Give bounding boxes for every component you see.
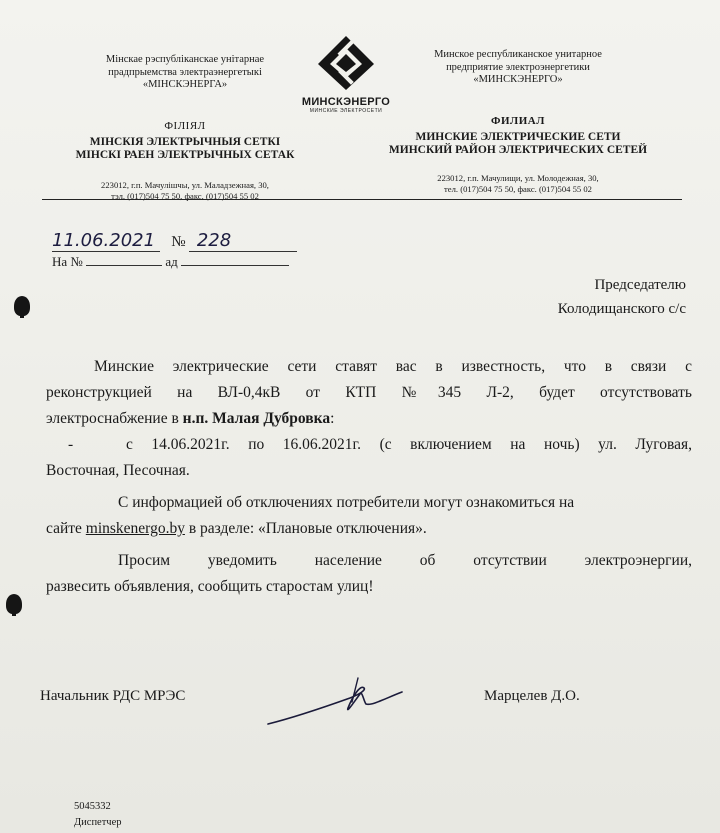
logo-name: МИНСКЭНЕРГО	[301, 96, 391, 108]
na-blank	[86, 265, 162, 266]
bullet-dash: -	[68, 436, 74, 453]
website-link[interactable]: minskenergo.by	[85, 520, 185, 537]
address: 223012, г.п. Мачулищи, ул. Молодежная, 30, тел. (017)504 75 50, факс. (017)504 55 02	[437, 173, 599, 194]
settlement-name: н.п. Малая Дубровка	[182, 410, 331, 427]
letter-number: 228	[189, 230, 297, 252]
logo-subtitle: МИНСКИЕ ЭЛЕКТРОСЕТИ	[309, 108, 383, 114]
org-name: Минское республиканское унитарное предприятие электроэнергетики «МИНСКЭНЕРГО»	[434, 49, 602, 85]
body-line: развесить объявления, сообщить старостам улиц!	[46, 578, 374, 595]
body-line: Восточная, Песочная.	[46, 462, 190, 479]
network-name: МІНСКІЯ ЭЛЕКТРЫЧНЫЯ СЕТКІ МІНСКІ РАЕН ЭЛЕКТРЫЧНЫХ СЕТАК	[75, 136, 295, 161]
addressee: Председателю Колодищанского с/с	[557, 277, 686, 317]
body-line: Минские электрические сети ставят вас в известность, что в связи с	[94, 358, 692, 375]
body-line: электроснабжение в н.п. Малая Дубровка:	[46, 410, 335, 427]
header-left	[60, 54, 310, 202]
body-line: реконструкцией на ВЛ-0,4кВ от КТП №345 Л-2, будет отсутствовать	[46, 384, 692, 401]
na-label: На №	[52, 254, 83, 269]
branch-label: ФИЛИАЛ	[491, 114, 545, 127]
header-divider	[42, 199, 682, 200]
letter-body	[46, 354, 692, 600]
ad-label: ад	[165, 254, 178, 269]
body-line: - с 14.06.2021г. по 16.06.2021г. (с включением на ночь) ул. Луговая,	[46, 432, 692, 458]
network-name: МИНСКИЕ ЭЛЕКТРИЧЕСКИЕ СЕТИ МИНСКИЙ РАЙОН ЭЛЕКТРИЧЕСКИХ СЕТЕЙ	[388, 131, 648, 156]
header-right	[378, 49, 658, 195]
signer-name: Марцелев Д.О.	[484, 688, 580, 704]
body-line: Просим уведомить население об отсутствии электроэнергии,	[118, 552, 692, 569]
handwritten-signature	[262, 672, 412, 732]
body-line: С информацией об отключениях потребители могут ознакомиться на	[118, 494, 575, 511]
punch-hole	[14, 296, 30, 316]
contact-phone: 5045332	[74, 801, 111, 812]
branch-label: ФІЛІЯЛ	[164, 119, 206, 132]
org-name: Мінскае рэспубліканскае унітарнае прадпрыемства электраэнергетыкі «МІНСКЭНЕРГА»	[105, 54, 265, 90]
letter-date: 11.06.2021	[52, 230, 160, 252]
number-sign: №	[171, 234, 186, 250]
signer-position: Начальник РДС МРЭС	[40, 688, 186, 704]
footer	[74, 799, 122, 831]
punch-hole	[6, 594, 22, 614]
minskenergo-logo-icon	[314, 34, 378, 92]
address: 223012, г.п. Мачулішчы, ул. Маладзежная, 30, тэл. (017)504 75 50, факс. (017)504 55 02	[101, 180, 269, 201]
ref-date-row	[52, 230, 297, 252]
contact-role: Диспетчер	[74, 817, 122, 828]
ad-blank	[181, 265, 289, 266]
body-line: сайте minskenergo.by в разделе: «Плановые отключения».	[46, 520, 427, 537]
ref-na-row	[52, 254, 289, 270]
